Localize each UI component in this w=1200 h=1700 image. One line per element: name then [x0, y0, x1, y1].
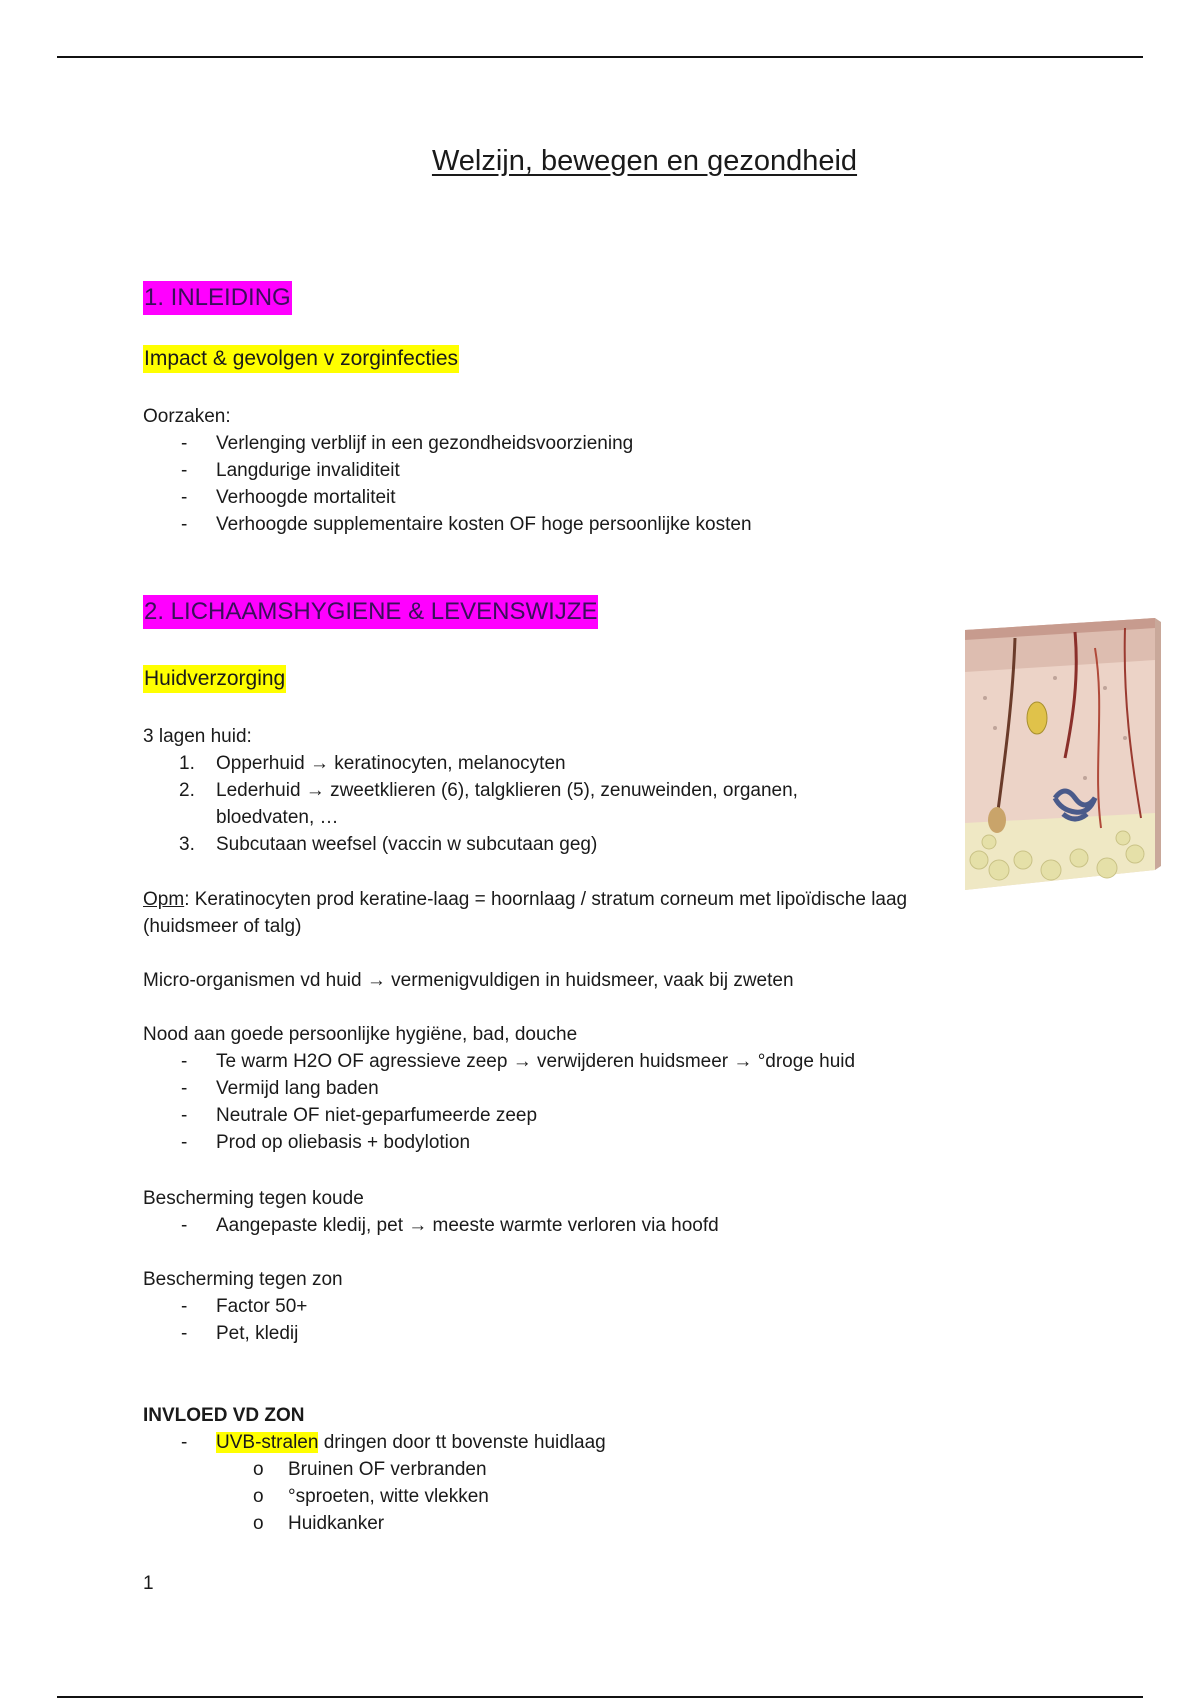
list-item: - Prod op oliebasis + bodylotion	[143, 1129, 923, 1156]
opm-label: Opm	[143, 889, 185, 910]
list-item: - Vermijd lang baden	[143, 1075, 923, 1102]
uvb-list	[143, 1429, 923, 1456]
hygiene-block	[143, 1021, 923, 1156]
list-item: - Te warm H2O OF agressieve zeep → verwijderen huidsmeer → °droge huid	[143, 1048, 923, 1075]
subheading-zorginfecties-block	[143, 345, 923, 373]
sun-list	[143, 1293, 923, 1347]
list-item: - Pet, kledij	[143, 1320, 923, 1347]
skin-layers-label: 3 lagen huid:	[143, 726, 252, 747]
subheading-huidverzorging: Huidverzorging	[143, 665, 286, 693]
document-title: Welzijn, bewegen en gezondheid	[431, 145, 858, 177]
skin-layers-list	[143, 750, 923, 858]
uvb-effects-list	[143, 1456, 923, 1537]
list-item: - Langdurige invaliditeit	[143, 457, 923, 484]
opm-note	[143, 886, 943, 940]
list-item: - UVB-stralen dringen door tt bovenste huidlaag	[143, 1429, 923, 1456]
list-item: o Bruinen OF verbranden	[143, 1456, 923, 1483]
subheading-zorginfecties: Impact & gevolgen v zorginfecties	[143, 345, 459, 373]
sun-label: Bescherming tegen zon	[143, 1269, 343, 1290]
section-1	[143, 281, 923, 315]
sun-influence-block	[143, 1402, 923, 1537]
subheading-huidverzorging-block	[143, 665, 923, 693]
causes-label: Oorzaken:	[143, 406, 231, 427]
footer-rule	[57, 1696, 1143, 1698]
list-item: - Verhoogde mortaliteit	[143, 484, 923, 511]
skin-cross-section-illustration	[955, 608, 1165, 898]
section-heading-inleiding: 1. INLEIDING	[143, 281, 292, 315]
list-item: - Verlenging verblijf in een gezondheidsvoorziening	[143, 430, 923, 457]
cold-label: Bescherming tegen koude	[143, 1188, 364, 1209]
list-item: - Verhoogde supplementaire kosten OF hoge persoonlijke kosten	[143, 511, 923, 538]
causes-block	[143, 403, 923, 538]
opm-text: : Keratinocyten prod keratine-laag = hoornlaag / stratum corneum met lipoïdische laag (huidsmeer of talg)	[143, 889, 908, 937]
cold-protection-block	[143, 1185, 923, 1239]
section-2	[143, 595, 923, 629]
micro-organisms-line: Micro-organismen vd huid → vermenigvuldigen in huidsmeer, vaak bij zweten	[143, 970, 794, 991]
section-heading-lichaamshygiene: 2. LICHAAMSHYGIENE & LEVENSWIJZE	[143, 595, 598, 629]
page-number: 1	[143, 1573, 154, 1594]
list-item: o °sproeten, witte vlekken	[143, 1483, 923, 1510]
hygiene-label: Nood aan goede persoonlijke hygiëne, bad, douche	[143, 1024, 578, 1045]
list-item: - Aangepaste kledij, pet → meeste warmte verloren via hoofd	[143, 1212, 923, 1239]
list-item: 1. Opperhuid → keratinocyten, melanocyten	[179, 753, 566, 774]
list-item: - Neutrale OF niet-geparfumeerde zeep	[143, 1102, 923, 1129]
list-item: 2. Lederhuid → zweetklieren (6), talgklieren (5), zenuweinden, organen, bloedvaten, …	[179, 780, 798, 828]
sun-protection-block	[143, 1266, 923, 1347]
uvb-highlight: UVB-stralen	[216, 1432, 319, 1453]
sun-influence-heading: INVLOED VD ZON	[143, 1405, 305, 1426]
skin-layers-block	[143, 723, 923, 858]
causes-list	[143, 430, 923, 538]
list-item: - Factor 50+	[143, 1293, 923, 1320]
cold-list	[143, 1212, 923, 1239]
list-item: 3. Subcutaan weefsel (vaccin w subcutaan geg)	[179, 834, 598, 855]
hygiene-list	[143, 1048, 923, 1156]
header-rule	[57, 56, 1143, 58]
list-item: o Huidkanker	[143, 1510, 923, 1537]
